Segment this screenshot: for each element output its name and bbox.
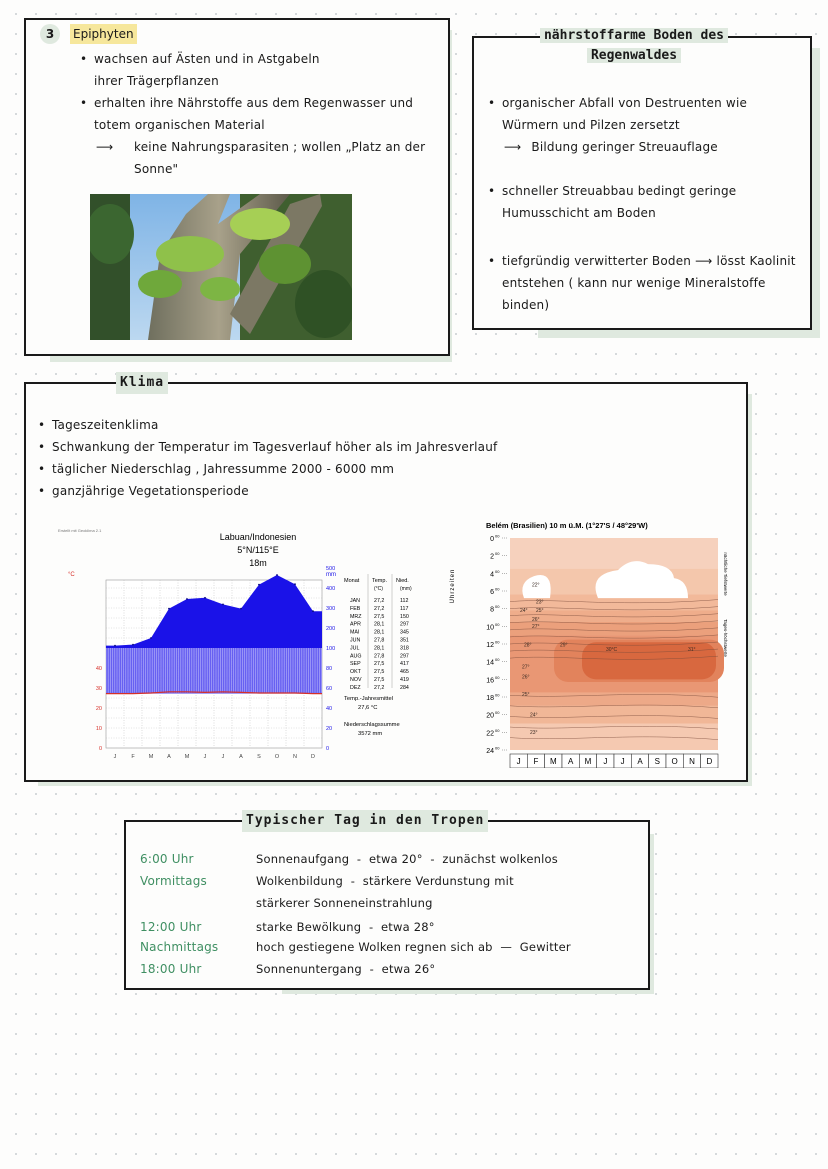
klima-item-3: • täglicher Niederschlag , Jahressumme 2000 - 6000 mm [52, 458, 394, 480]
precipitation-point [186, 598, 188, 600]
month-label: F [533, 757, 539, 766]
table-month: JAN [350, 598, 361, 604]
hour-tick-minutes: 00 [495, 551, 500, 557]
hour-tick-label: 6 [490, 589, 494, 596]
table-precip: 150 [400, 613, 409, 620]
isotherm-band [510, 693, 718, 706]
table-precip: 419 [400, 677, 409, 683]
precipitation-point [240, 608, 242, 610]
month-tick-label: F [131, 754, 135, 760]
table-month: SEP [350, 661, 361, 668]
month-label: M [584, 757, 592, 766]
table-temp: 27,5 [374, 669, 385, 676]
left-tick-label: 40 [95, 666, 102, 672]
month-tick-label: O [274, 754, 280, 760]
table-temp: 27,5 [374, 677, 385, 683]
tropen-time: Vormittags [140, 874, 207, 888]
table-precip: 465 [400, 669, 409, 676]
klima-item-1: • Tageszeitenklima [52, 414, 159, 436]
chart-title: Labuan/Indonesien [219, 532, 297, 542]
month-label: A [637, 757, 643, 766]
hour-tick-minutes: 00 [495, 745, 500, 751]
isotherm-label: 23° [536, 599, 544, 606]
hour-tick-label: 22 [486, 730, 494, 738]
isotherm-label: 27° [532, 624, 540, 631]
left-tick-label: 10 [95, 726, 102, 732]
month-label: N [689, 757, 695, 766]
hour-tick-minutes: 00 [495, 586, 500, 592]
arrow-right-icon: ⟶ [695, 254, 717, 268]
hour-tick-label: 4 [490, 571, 494, 579]
hour-tick-minutes: 00 [495, 568, 500, 574]
precipitation-point [276, 574, 278, 576]
precipitation-point [312, 610, 314, 612]
epiphyten-item-2: • erhalten ihre Nährstoffe aus dem Regenwasser und totem organischen Material [94, 92, 434, 136]
hour-tick-label: 16 [486, 677, 494, 685]
side-label-night: nächtliche Tiefstwerte [723, 552, 728, 596]
tropen-description: hoch gestiegene Wolken regnen sich ab — Gewitter [256, 940, 571, 954]
table-temp: 27,8 [374, 637, 385, 644]
table-temp: 28,1 [374, 621, 385, 628]
chart-subtitle-elev: 18m [249, 558, 267, 568]
thermoisopleth-belem [438, 516, 740, 768]
chart-ylabel-left: °C [68, 572, 75, 578]
table-unit: (°C) [374, 586, 383, 592]
table-month: FEB [350, 605, 361, 612]
epiphyte-tree-photo [90, 194, 352, 340]
table-month: NOV [350, 677, 362, 683]
month-label: D [706, 757, 713, 766]
table-month: APR [350, 621, 361, 628]
heatmap-title: Belém (Brasilien) 10 m ü.M. (1°27'S / 48°29'W) [486, 521, 648, 530]
hour-tick-minutes: 00 [495, 621, 500, 627]
table-header: Monat [344, 578, 360, 584]
hour-tick-minutes: 00 [495, 692, 500, 698]
right-tick-label: 40 [326, 706, 333, 712]
month-tick-label: M [184, 754, 190, 760]
right-tick-label: 80 [326, 666, 333, 672]
precipitation-point [114, 645, 116, 647]
hour-tick-label: 0 [490, 536, 494, 543]
table-precip: 284 [400, 684, 409, 691]
isotherm-label: 31° [688, 647, 696, 654]
tropen-box [124, 813, 650, 990]
tropen-time: 12:00 Uhr [140, 920, 202, 934]
isotherm-label: 25° [536, 608, 544, 615]
month-tick-label: M [148, 754, 154, 760]
table-sum-value: 3572 mm [358, 731, 383, 737]
table-month: OKT [350, 669, 361, 676]
table-month: JUL [350, 645, 360, 652]
precipitation-point [168, 608, 170, 610]
month-tick-label: J [113, 754, 117, 760]
right-tick-label: 100 [326, 646, 336, 652]
month-tick-label: J [221, 754, 225, 760]
precipitation-point [204, 597, 206, 599]
precipitation-point [132, 644, 134, 646]
month-label: M [549, 757, 557, 766]
table-month: DEZ [350, 684, 361, 691]
boden-item-1: • organischer Abfall von Destruenten wie Würmern und Pilzen zersetzt [502, 92, 792, 136]
table-mean-value: 27,6 °C [358, 705, 378, 711]
table-precip: 417 [400, 661, 409, 668]
isotherm-label: 29° [560, 642, 568, 649]
table-temp: 28,1 [374, 629, 385, 636]
tropen-heading: Typischer Tag in den Tropen [242, 810, 488, 832]
boden-arrow-note: ⟶ Bildung geringer Streuauflage [504, 140, 718, 154]
hour-tick-label: 20 [486, 712, 494, 720]
side-label-day: Tages-höchstwerte [723, 619, 728, 657]
isotherm-label: 24° [520, 608, 528, 615]
epiphyten-item-1: • wachsen auf Ästen und in Astgabeln ihrer Trägerpflanzen [94, 48, 334, 92]
isotherm-label: 28° [524, 642, 532, 649]
epiphyten-heading: Epiphyten [70, 24, 137, 44]
boden-box [472, 28, 812, 330]
month-label: J [603, 757, 608, 766]
precipitation-point [222, 604, 224, 606]
left-tick-label: 30 [95, 686, 102, 692]
hour-tick-label: 18 [486, 695, 494, 702]
chart-ylabel-right: mm [326, 572, 336, 578]
month-tick-label: A [239, 754, 243, 760]
isotherm-band [510, 724, 718, 751]
month-label: S [654, 757, 661, 766]
isotherm-band-30 [582, 642, 716, 679]
right-tick-label: 300 [326, 606, 336, 612]
klima-item-2: • Schwankung der Temperatur im Tagesverlauf höher als im Jahresverlauf [52, 436, 497, 458]
table-precip: 297 [400, 653, 409, 660]
table-temp: 28,1 [374, 645, 385, 652]
isotherm-label: 22° [532, 582, 540, 589]
isotherm-label: 23° [530, 730, 538, 737]
right-tick-label: 60 [326, 686, 333, 692]
isotherm-label: 30°C [606, 647, 618, 654]
tropen-description: Sonnenaufgang - etwa 20° - zunächst wolkenlos [256, 852, 558, 866]
boden-item-3: • tiefgründig verwitterter Boden ⟶ lösst Kaolinit entstehen ( kann nur wenige Mineralstoffe binden) [502, 250, 798, 316]
hour-tick-minutes: 00 [495, 710, 500, 716]
month-tick-label: D [311, 754, 315, 760]
table-precip: 318 [400, 645, 409, 652]
month-label: J [620, 757, 625, 766]
table-precip: 297 [400, 621, 409, 628]
hour-tick-label: 12 [486, 642, 494, 649]
table-temp: 27,5 [374, 661, 385, 668]
table-month: JUN [350, 637, 361, 644]
klima-box [24, 375, 748, 782]
isotherm-band [510, 706, 718, 724]
table-precip: 351 [400, 637, 409, 644]
month-tick-label: N [293, 754, 297, 760]
hour-tick-label: 14 [486, 659, 494, 667]
right-tick-label: 20 [326, 726, 333, 732]
precipitation-point [150, 637, 152, 639]
arrow-right-icon: ⟶ [504, 140, 522, 154]
epiphyten-arrow-note: ⟶ keine Nahrungsparasiten ; wollen „Platz an der Sonne" [96, 136, 426, 180]
hour-tick-label: 24 [486, 748, 494, 755]
klima-item-4: • ganzjährige Vegetationsperiode [52, 480, 249, 502]
right-tick-label: 500 [326, 566, 336, 572]
table-temp: 27,8 [374, 653, 385, 660]
boden-heading: nährstoffarme Boden des Regenwaldes [514, 26, 754, 66]
table-header: Temp. [372, 578, 387, 584]
section-number-badge: 3 [40, 24, 60, 44]
month-tick-label: S [257, 754, 261, 760]
table-temp: 27,5 [374, 613, 385, 620]
month-label: J [516, 757, 521, 766]
isotherm-label: 24° [530, 712, 538, 719]
month-label: O [671, 757, 678, 766]
month-label: A [567, 757, 574, 766]
table-month: AUG [350, 653, 362, 660]
table-temp: 27,2 [374, 684, 385, 691]
tropen-description: starke Bewölkung - etwa 28° [256, 920, 435, 934]
right-tick-label: 400 [326, 586, 336, 592]
table-unit: (mm) [400, 586, 412, 592]
table-sum-label: Niederschlagssumme [344, 722, 400, 728]
left-tick-label: 0 [98, 746, 102, 752]
hour-tick-label: 10 [486, 624, 494, 632]
table-month: MAI [350, 629, 360, 636]
isotherm-label: 26° [532, 617, 540, 624]
heatmap-ylabel: Uhrzeiten [450, 568, 456, 604]
table-header: Nied. [396, 578, 409, 584]
isotherm-label: 27° [522, 664, 530, 671]
hour-tick-minutes: 00 [495, 727, 500, 733]
month-tick-label: A [167, 754, 171, 760]
table-precip: 117 [400, 605, 409, 612]
left-tick-label: 20 [95, 706, 102, 712]
klima-heading: Klima [116, 372, 168, 394]
chart-subtitle-coords: 5°N/115°E [237, 545, 279, 555]
hour-tick-minutes: 00 [495, 604, 500, 610]
tropen-description: stärkerer Sonneneinstrahlung [256, 896, 433, 910]
table-precip: 345 [400, 629, 409, 636]
tropen-description: Sonnenuntergang - etwa 26° [256, 962, 436, 976]
table-precip: 112 [400, 598, 409, 604]
month-tick-label: J [203, 754, 207, 760]
tropen-description: Wolkenbildung - stärkere Verdunstung mit [256, 874, 514, 888]
boden-item-2: • schneller Streuabbau bedingt geringe Humusschicht am Boden [502, 180, 782, 224]
hour-tick-minutes: 00 [495, 533, 500, 539]
precipitation-point [294, 583, 296, 585]
right-tick-label: 200 [326, 626, 336, 632]
arrow-right-icon: ⟶ [96, 140, 114, 154]
table-temp: 27,2 [374, 605, 385, 612]
isotherm-label: 25° [522, 692, 530, 699]
table-temp: 27,2 [374, 598, 385, 604]
tropen-time: 18:00 Uhr [140, 962, 202, 976]
chart-small-label: Erstellt mit Geoklima 2.1 [58, 528, 102, 533]
tropen-time: Nachmittags [140, 940, 219, 954]
hour-tick-label: 2 [490, 553, 494, 561]
hour-tick-minutes: 00 [495, 674, 500, 680]
hour-tick-minutes: 00 [495, 657, 500, 663]
epiphyten-box [24, 18, 450, 356]
hour-tick-label: 8 [490, 606, 494, 614]
tropen-time: 6:00 Uhr [140, 852, 194, 866]
precipitation-point [258, 584, 260, 586]
right-tick-label: 0 [326, 746, 330, 752]
hour-tick-minutes: 00 [495, 639, 500, 645]
isotherm-band [510, 538, 718, 569]
table-month: MRZ [350, 613, 362, 620]
climate-diagram-labuan [52, 522, 452, 772]
table-mean-label: Temp.-Jahresmittel [344, 696, 393, 702]
isotherm-label: 26° [522, 674, 530, 681]
